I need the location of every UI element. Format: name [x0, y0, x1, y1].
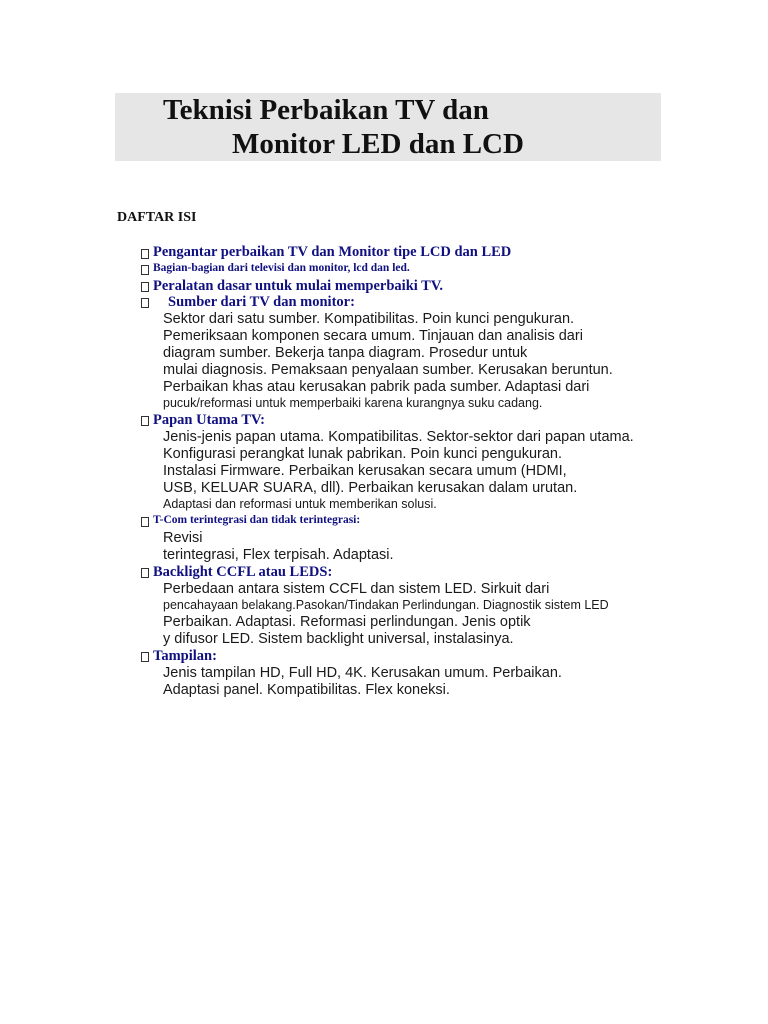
toc-item-text: pencahayaan belakang.Pasokan/Tindakan Perlindungan. Diagnostik sistem LED: [163, 598, 609, 612]
toc-item-text: Instalasi Firmware. Perbaikan kerusakan secara umum (HDMI,: [163, 463, 567, 479]
bullet-icon: [141, 568, 149, 578]
document-title-line-1: Teknisi Perbaikan TV dan: [163, 94, 489, 126]
toc-item-label: Peralatan dasar untuk mulai memperbaiki TV.: [153, 278, 444, 294]
toc-item-text: diagram sumber. Bekerja tanpa diagram. Prosedur untuk: [163, 345, 528, 361]
toc-item-text: Pemeriksaan komponen secara umum. Tinjauan dan analisis dari: [163, 328, 583, 344]
bullet-icon: [141, 249, 149, 259]
bullet-icon: [141, 517, 149, 527]
bullet-icon: [141, 416, 149, 426]
toc-item-text: Perbaikan khas atau kerusakan pabrik pada sumber. Adaptasi dari: [163, 379, 590, 395]
toc-item-label: Pengantar perbaikan TV dan Monitor tipe LCD dan LED: [153, 244, 512, 260]
toc-item-text: Sektor dari satu sumber. Kompatibilitas. Poin kunci pengukuran.: [163, 311, 575, 327]
toc-heading: DAFTAR ISI: [117, 210, 197, 225]
toc-item-text: Adaptasi panel. Kompatibilitas. Flex koneksi.: [163, 682, 450, 698]
toc-item-label: T-Com terintegrasi dan tidak terintegrasi:: [153, 514, 361, 526]
toc-item-label: Sumber dari TV dan monitor:: [168, 294, 355, 310]
toc-item-text: Adaptasi dan reformasi untuk memberikan solusi.: [163, 497, 437, 511]
document-title-line-2: Monitor LED dan LCD: [232, 128, 524, 160]
toc-item-text: Jenis tampilan HD, Full HD, 4K. Kerusakan umum. Perbaikan.: [163, 665, 562, 681]
toc-item-text: Perbedaan antara sistem CCFL dan sistem LED. Sirkuit dari: [163, 581, 550, 597]
toc-item-text: Perbaikan. Adaptasi. Reformasi perlindungan. Jenis optik: [163, 614, 531, 630]
toc-item-text: Jenis-jenis papan utama. Kompatibilitas. Sektor-sektor dari papan utama.: [163, 429, 634, 445]
toc-item-text: pucuk/reformasi untuk memperbaiki karena kurangnya suku cadang.: [163, 396, 543, 410]
toc-item-text: Konfigurasi perangkat lunak pabrikan. Poin kunci pengukuran.: [163, 446, 563, 462]
toc-item-text: terintegrasi, Flex terpisah. Adaptasi.: [163, 547, 394, 563]
bullet-icon: [141, 282, 149, 292]
toc-item-text: USB, KELUAR SUARA, dll). Perbaikan kerusakan dalam urutan.: [163, 480, 578, 496]
toc-item-label: Bagian-bagian dari televisi dan monitor, lcd dan led.: [153, 262, 410, 274]
toc-item-label: Papan Utama TV:: [153, 412, 265, 428]
toc-item-text: Revisi: [163, 530, 203, 546]
bullet-icon: [141, 298, 149, 308]
bullet-icon: [141, 265, 149, 275]
toc-item-label: Backlight CCFL atau LEDS:: [153, 564, 333, 580]
toc-item-text: y difusor LED. Sistem backlight universal, instalasinya.: [163, 631, 514, 647]
bullet-icon: [141, 652, 149, 662]
toc-item-label: Tampilan:: [153, 648, 217, 664]
toc-item-text: mulai diagnosis. Pemaksaan penyalaan sumber. Kerusakan beruntun.: [163, 362, 613, 378]
